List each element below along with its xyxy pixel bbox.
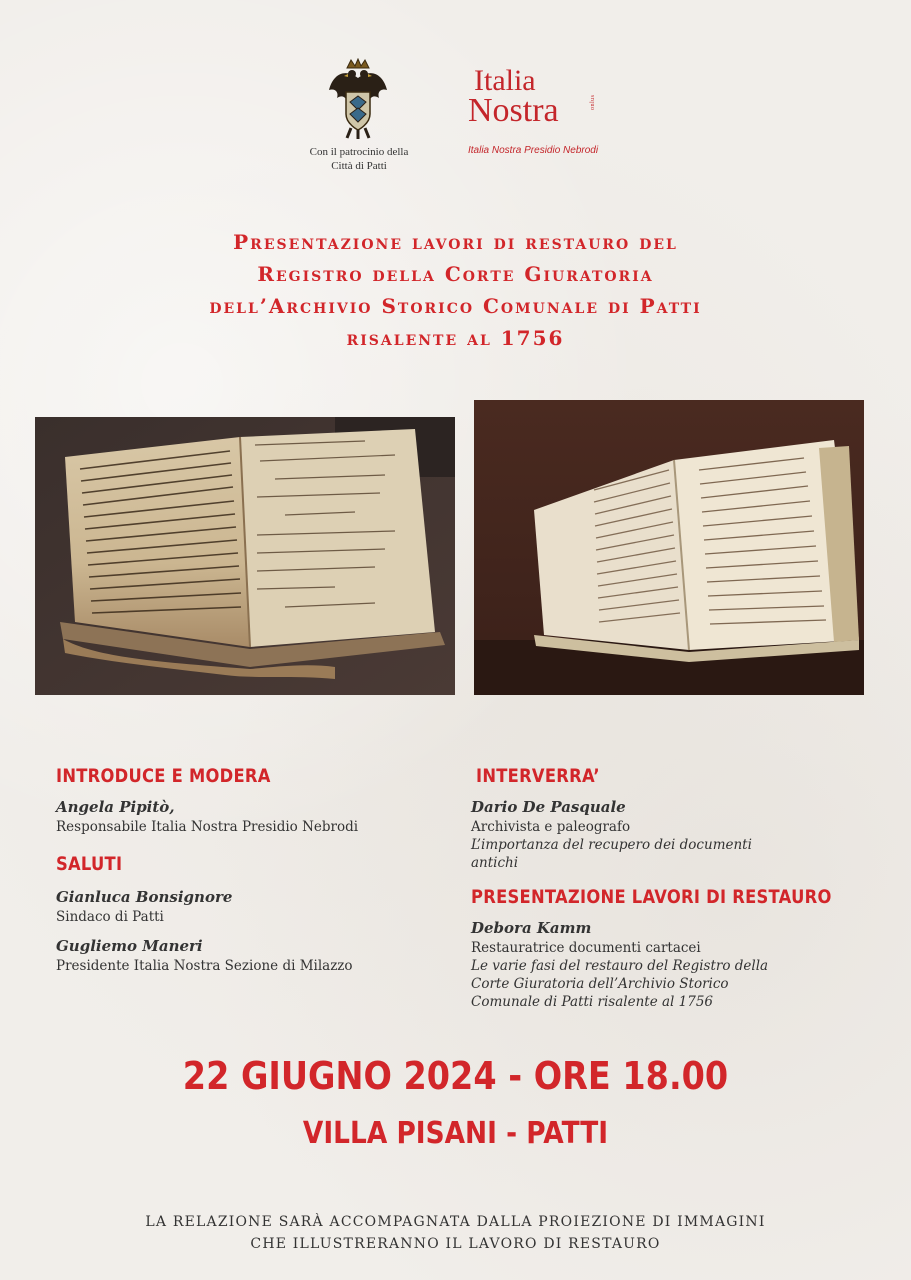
logo-onlus: onlus <box>590 94 596 110</box>
footer-note <box>0 1211 911 1255</box>
patronage-line-2: Città di Patti <box>331 160 387 172</box>
event-date-time: 22 GIUGNO 2024 - ORE 18.00 <box>182 1054 729 1098</box>
event-title <box>80 226 831 354</box>
city-crest-icon <box>327 58 389 140</box>
speaker-1-topic-line-2: antichi <box>471 855 519 871</box>
speaker-heading: INTERVERRA’ <box>476 765 600 787</box>
greeter-1-role: Sindaco di Patti <box>56 909 164 925</box>
moderator-role: Responsabile Italia Nostra Presidio Nebrodi <box>56 819 359 835</box>
speaker-1-name: Dario De Pasquale <box>471 798 626 816</box>
patronage-text <box>290 145 428 173</box>
title-line-1: Presentazione lavori di restauro del <box>233 230 678 254</box>
patronage-line-1: Con il patrocinio della <box>309 146 409 158</box>
speaker-2-name: Debora Kamm <box>471 919 592 937</box>
footer-note-line-2: CHE ILLUSTRERANNO IL LAVORO DI RESTAURO <box>250 1236 661 1252</box>
speaker-2-topic-line-3: Comunale di Patti risalente al 1756 <box>471 994 713 1010</box>
greeter-2-role: Presidente Italia Nostra Sezione di Milazzo <box>56 958 353 974</box>
logo-word-nostra: Nostra <box>468 92 559 129</box>
footer-note-line-1: LA RELAZIONE SARÀ ACCOMPAGNATA DALLA PROIEZIONE DI IMMAGINI <box>145 1214 766 1230</box>
event-place: VILLA PISANI - PATTI <box>302 1116 609 1151</box>
title-line-3: dell’Archivio Storico Comunale di Patti <box>209 294 702 318</box>
logo-subtitle: Italia Nostra Presidio Nebrodi <box>468 145 599 156</box>
speaker-1-role: Archivista e paleografo <box>471 819 631 835</box>
speaker-2-topic-line-1: Le varie fasi del restauro del Registro della <box>471 958 769 974</box>
speaker-2-role: Restauratrice documenti cartacei <box>471 940 701 956</box>
title-line-2: Registro della Corte Giuratoria <box>257 262 654 286</box>
photo-register-after <box>474 400 864 695</box>
logo-word-italia: Italia <box>474 64 536 97</box>
speaker-2-topic-line-2: Corte Giuratoria dell’Archivio Storico <box>471 976 729 992</box>
photo-register-before <box>35 417 455 695</box>
title-line-4: risalente al 1756 <box>346 326 565 350</box>
restoration-heading: PRESENTAZIONE LAVORI DI RESTAURO <box>471 886 832 908</box>
moderator-name: Angela Pipitò, <box>56 798 175 816</box>
introduce-heading: INTRODUCE E MODERA <box>56 765 271 787</box>
greeter-1-name: Gianluca Bonsignore <box>56 888 233 906</box>
speaker-1-topic-line-1: L’importanza del recupero dei documenti <box>471 837 752 853</box>
greeter-2-name: Gugliemo Maneri <box>56 937 203 955</box>
italia-nostra-logo <box>468 66 603 136</box>
greetings-heading: SALUTI <box>56 853 123 875</box>
